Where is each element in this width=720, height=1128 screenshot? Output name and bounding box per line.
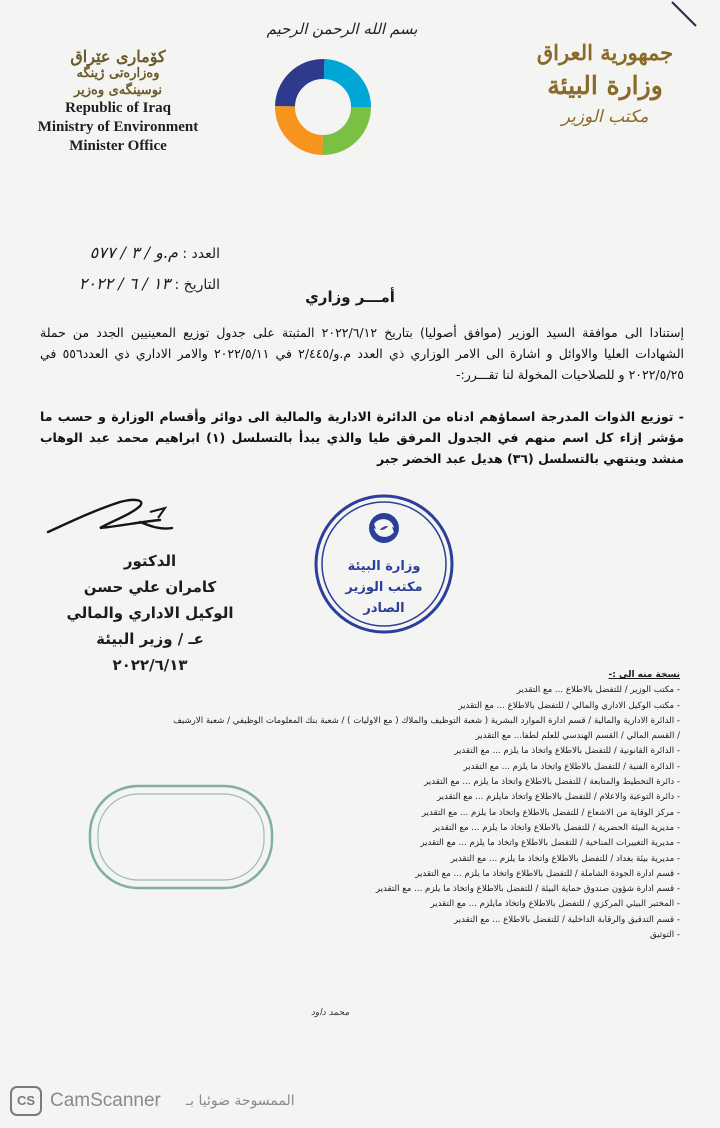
- copy-recipient: - مديرية بيئة بغداد / للتفضل بالاطلاع واتخاذ ما يلزم ... مع التقدير: [450, 853, 680, 864]
- copy-recipient: - الدائرة الفنية / للتفضل بالاطلاع واتخاذ ما يلزم ... مع التقدير: [463, 761, 680, 772]
- copies-heading: نسخة منه الى :-: [608, 670, 680, 680]
- letterhead-arabic-line: مكتب الوزير: [561, 107, 649, 127]
- signatory-seal: [86, 782, 276, 892]
- signatory-position: الوكيل الاداري والمالي: [66, 604, 234, 622]
- letterhead-english-line: Republic of Iraq: [65, 100, 171, 116]
- handwritten-signature: [40, 492, 180, 552]
- typist-initials: محمد داود: [310, 1008, 350, 1018]
- stamp-line: الصادر: [363, 601, 405, 616]
- camscanner-scanned-text: الممسوحة ضوئيا بـ: [186, 1093, 295, 1109]
- signatory-name: كامران علي حسن: [83, 578, 217, 596]
- copy-recipient: - مكتب الوزير / للتفضل بالاطلاع ... مع التقدير: [516, 685, 680, 696]
- copy-recipient: - دائرة التوعية والاعلام / للتفضل بالاطلاع واتخاذ مايلزم ... مع التقدير: [436, 792, 680, 803]
- camscanner-watermark: [10, 1084, 330, 1120]
- outgoing-stamp-text: [312, 556, 456, 619]
- letterhead-kurdish-line: كۆماری عێراق: [70, 47, 166, 66]
- copy-recipient: - مركز الوقاية من الاشعاع / للتفضل بالاطلاع واتخاذ ما يلزم ... مع التقدير: [421, 807, 680, 818]
- copy-recipient: - مكتب الوكيل الاداري والمالي / للتفضل بالاطلاع ... مع التقدير: [458, 700, 680, 711]
- stamp-line: مكتب الوزير: [345, 580, 423, 595]
- copy-recipient: - قسم ادارة الجودة الشاملة / للتفضل بالاطلاع واتخاذ ما يلزم ... مع التقدير: [415, 868, 680, 879]
- number-label: العدد :: [182, 246, 220, 262]
- date-label: التاريخ :: [174, 277, 220, 293]
- letterhead-arabic-line: جمهورية العراق: [536, 40, 674, 65]
- ministry-logo-icon: [268, 52, 378, 162]
- reference-number-row: [40, 238, 220, 269]
- letterhead-kurdish-line: نوسینگەی وەزیر: [73, 83, 163, 98]
- copy-recipient: - مديرية التغييرات المناخية / للتفضل بالاطلاع واتخاذ ما يلزم ... مع التقدير: [420, 838, 680, 849]
- number-value: م.و / ٣ / ٥٧٧: [89, 243, 178, 262]
- camscanner-app-name: CamScanner: [50, 1090, 161, 1111]
- copy-recipient: - قسم ادارة شؤون صندوق حماية البيئة / للتفضل بالاطلاع واتخاذ ما يلزم ... مع التقدير: [375, 884, 680, 895]
- corner-pen-mark: [666, 0, 706, 30]
- letterhead-arabic-line: وزارة البيئة: [547, 71, 663, 100]
- letterhead-english-line: Ministry of Environment: [37, 119, 199, 135]
- letterhead-english-line: Minister Office: [69, 138, 167, 154]
- copy-recipient: - التوثيق: [649, 930, 680, 941]
- date-value: ١٣ / ٦ / ٢٠٢٢: [78, 274, 171, 293]
- reference-block: [40, 238, 220, 300]
- copy-recipient: / القسم المالي / القسم الهندسي للعلم لطفا... مع التقدير: [475, 731, 680, 742]
- letterhead-kurdish-line: وەزارەتی ژینگە: [76, 66, 160, 81]
- letterhead-right: [510, 38, 700, 130]
- signature-date: ٢٠٢٢/٦/١٣: [112, 656, 188, 674]
- stamp-line: وزارة البيئة: [347, 559, 421, 574]
- camscanner-logo-icon: CS: [10, 1086, 42, 1116]
- copy-recipient: - دائرة التخطيط والمتابعة / للتفضل بالاطلاع واتخاذ ما يلزم ... مع التقدير: [424, 777, 680, 788]
- body-paragraph: - توزيع الذوات المدرجة اسماؤهم ادناه من الدائرة الادارية والمالية الى دوائر وأقسام الوزارة و حسب ما مؤشر إزاء كل اسم منهم في الجدول المرفق طيا والذي يبدأ بالتسلسل (١) ابراهيم محمد عبد الوهاب منشد وينتهي بالتسلسل (٣٦) هديل عبد الخضر جبر: [40, 409, 684, 466]
- basmala: بسم الله الرحمن الرحيم: [266, 20, 418, 38]
- reference-date-row: [40, 269, 220, 300]
- signatory-capacity: عـ / وزير البيئة: [96, 630, 204, 648]
- copy-recipient: - الدائرة الادارية والمالية / قسم ادارة الموارد البشرية ( شعبة التوظيف والملاك ( مع الاوليات ) / شعبة بنك المعلومات الوظيفي / شعبة الارشيف: [172, 715, 680, 726]
- copy-recipient: - مديرية البيئة الحضرية / للتفضل بالاطلاع واتخاذ ما يلزم ... مع التقدير: [433, 822, 680, 833]
- signatory-title: الدكتور: [123, 552, 177, 570]
- signature-block: [50, 548, 250, 678]
- copy-recipient: - الدائرة القانونية / للتفضل بالاطلاع واتخاذ ما يلزم ... مع التقدير: [454, 746, 680, 757]
- copy-recipient: - المختبر البيئي المركزي / للتفضل بالاطلاع واتخاذ مايلزم ... مع التقدير: [430, 899, 680, 910]
- body-paragraph: إستنادا الى موافقة السيد الوزير (موافق أصوليا) بتاريخ ٢٠٢٢/٦/١٢ المثبتة على جدول توزيع المعينيين الجدد من حملة الشهادات العليا والاوائل و اشارة الى الامر الوزاري ذي العدد م.و/٢/٤٤٥ في ٢٠٢٢/٥/١١ والامر الاداري ذي العدد٥٥٦ في ٢٠٢٢/٥/٢٥ و للصلاحيات المخولة لنا تقـــرر:-: [40, 325, 684, 382]
- letterhead-left: [18, 48, 218, 156]
- document-title: أمـــر وزاري: [305, 288, 395, 306]
- copy-recipient: - قسم التدقيق والرقابة الداخلية / للتفضل بالاطلاع ... مع التقدير: [453, 914, 680, 925]
